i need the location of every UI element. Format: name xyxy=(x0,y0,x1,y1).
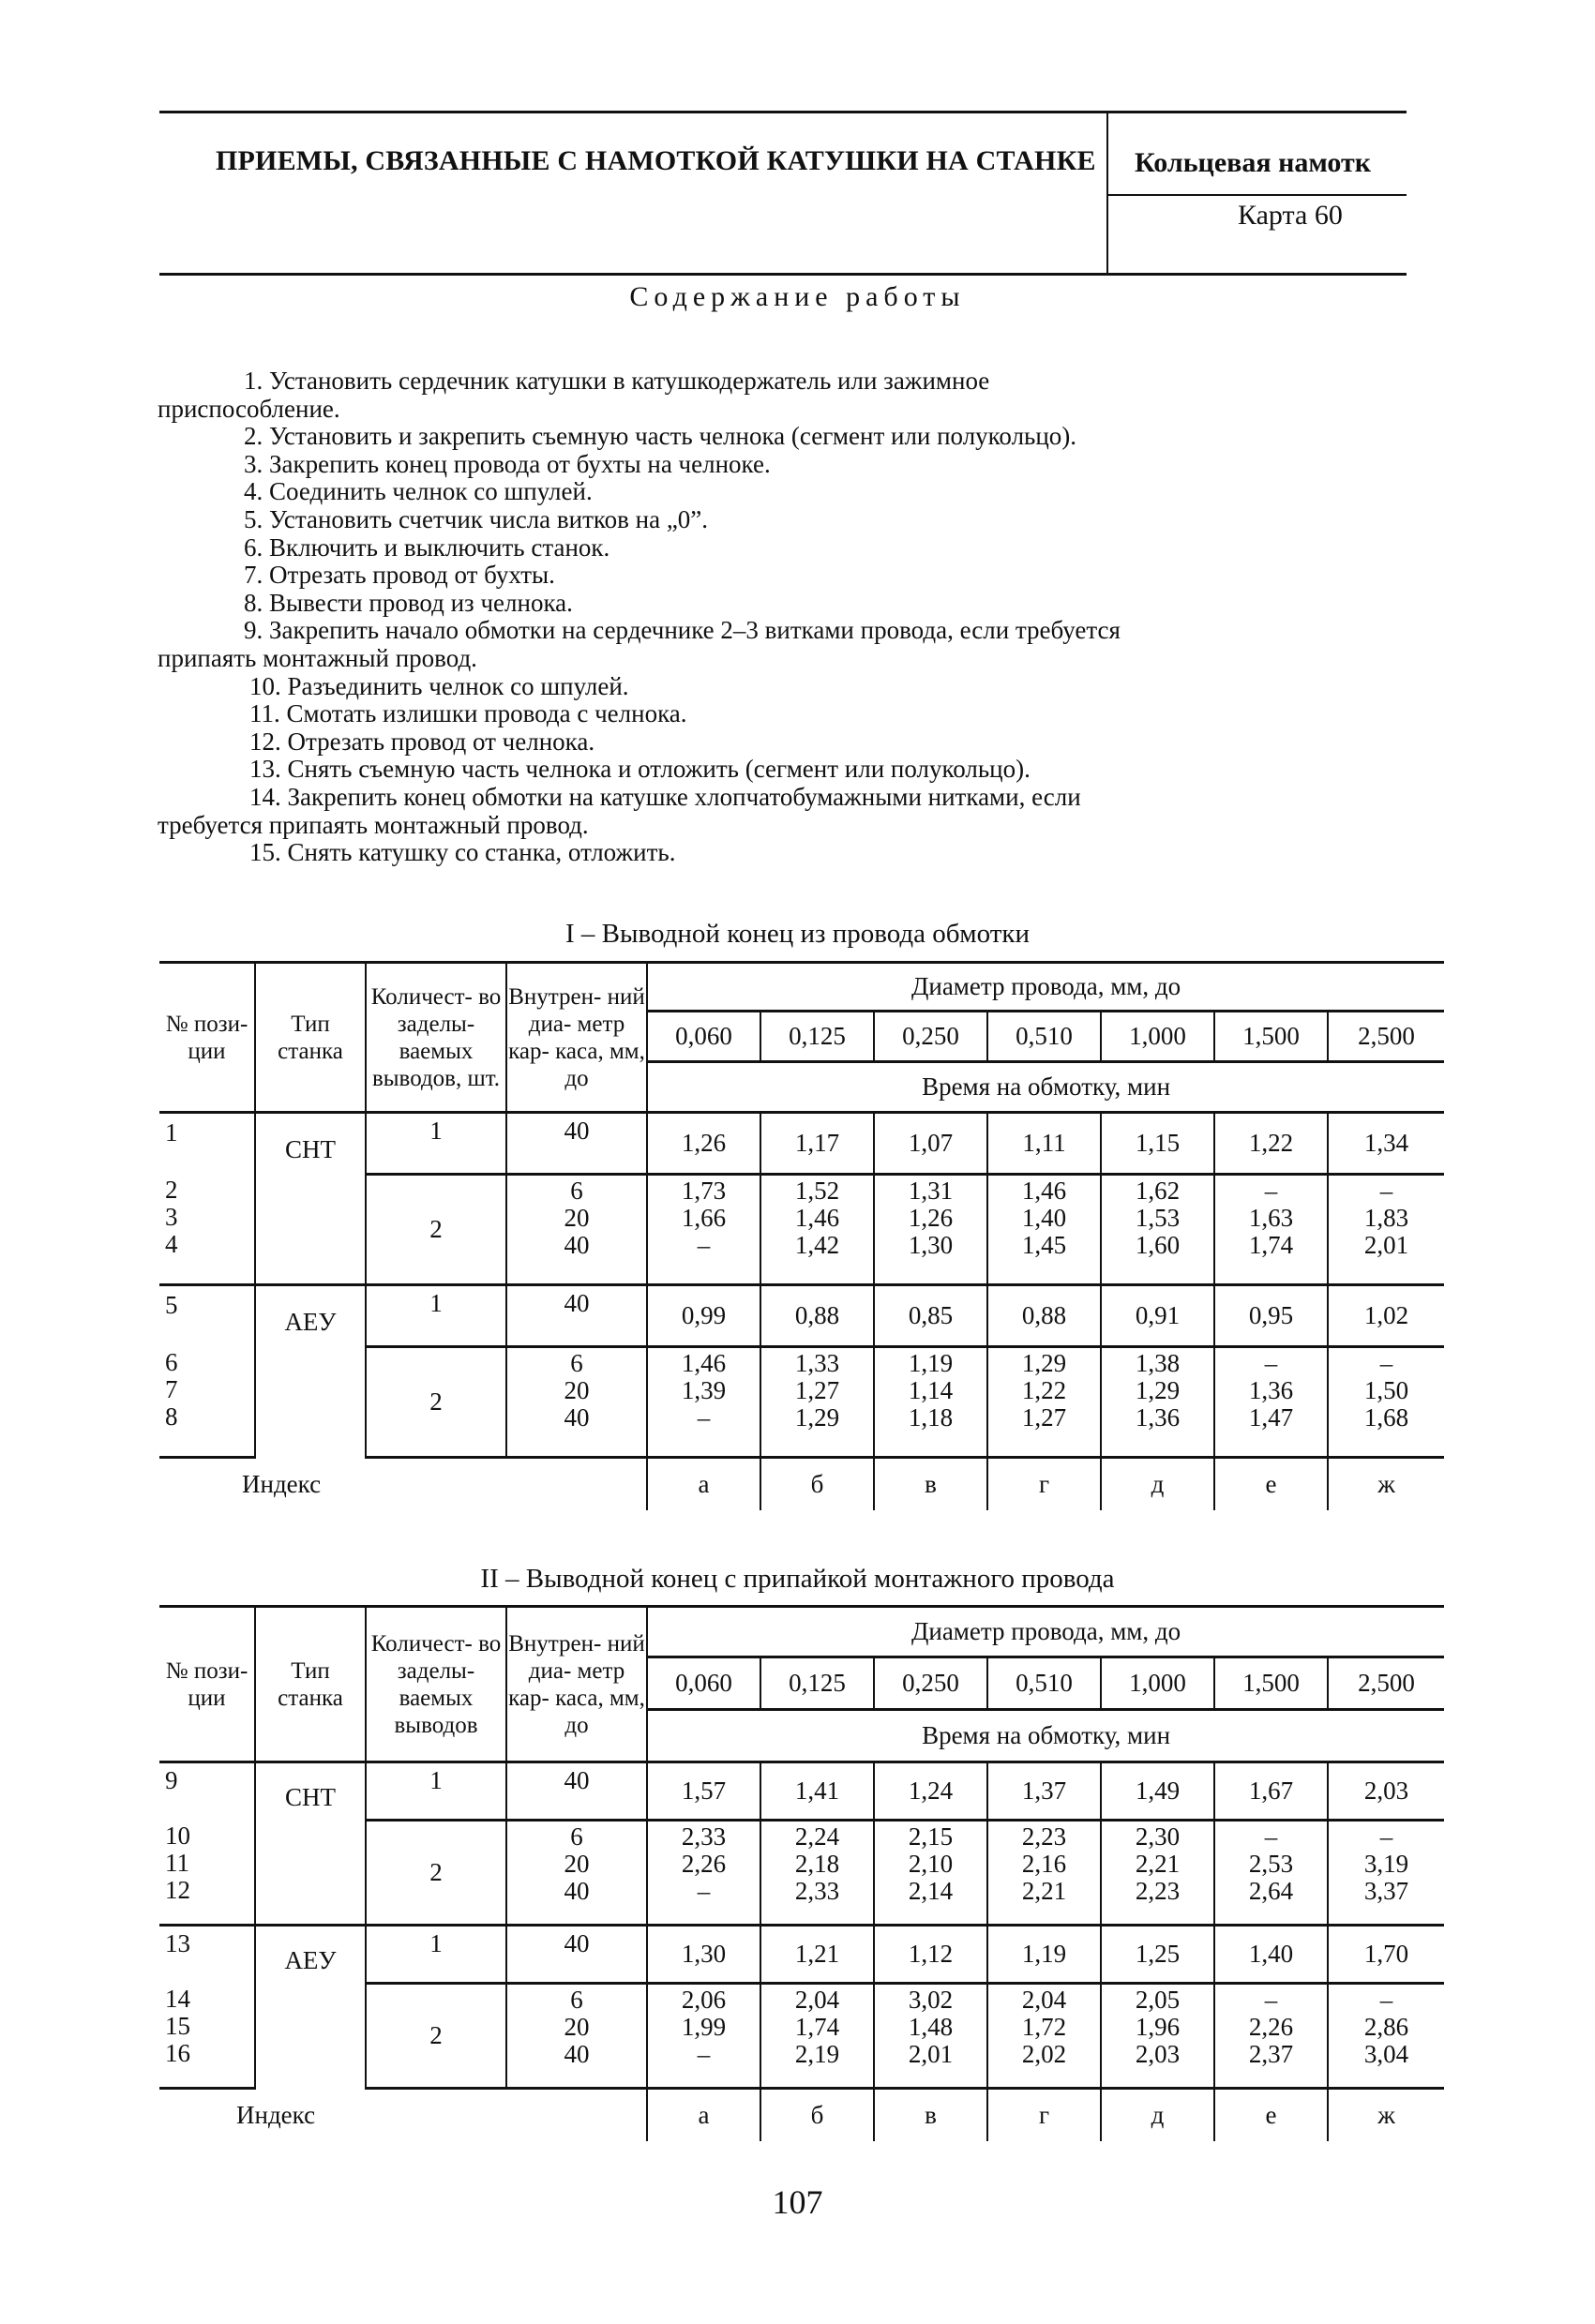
machine-type: АЕУ xyxy=(255,1285,366,1458)
h-machine-type: Тип станка xyxy=(255,1607,366,1762)
time-cell: 1,37 xyxy=(987,1762,1101,1821)
time-cell: 3,02 1,48 2,01 xyxy=(874,1984,987,2089)
time-cell: 1,52 1,46 1,42 xyxy=(760,1175,874,1285)
machine-type: СНТ xyxy=(255,1762,366,1926)
lead-count: 2 xyxy=(366,1984,506,2089)
time-cell: 1,62 1,53 1,60 xyxy=(1101,1175,1214,1285)
step-line: приспособление. xyxy=(158,394,340,423)
lead-count: 1 xyxy=(366,1285,506,1347)
time-cell: 2,15 2,10 2,14 xyxy=(874,1821,987,1926)
h-diam-col: 0,125 xyxy=(760,1012,874,1062)
h-diam-col: 0,510 xyxy=(987,1657,1101,1710)
h-diam-col: 0,060 xyxy=(647,1657,760,1710)
card-number: Карта 60 xyxy=(1238,200,1343,231)
inner-diameter: 6 20 40 xyxy=(506,1347,647,1458)
row-position: 14 15 16 xyxy=(159,1984,255,2089)
step-line: 3. Закрепить конец провода от бухты на челноке. xyxy=(244,449,771,478)
time-cell: 2,30 2,21 2,23 xyxy=(1101,1821,1214,1926)
time-cell: – 1,63 1,74 xyxy=(1214,1175,1328,1285)
row-position: 5 xyxy=(159,1285,255,1347)
page-number: 107 xyxy=(772,2183,823,2221)
step-line: 12. Отрезать провод от челнока. xyxy=(249,727,595,756)
index-cell: д xyxy=(1101,2089,1214,2141)
step-line: 8. Вывести провод из челнока. xyxy=(244,588,573,617)
time-cell: 1,12 xyxy=(874,1926,987,1984)
inner-diameter: 6 20 40 xyxy=(506,1175,647,1285)
machine-type: СНТ xyxy=(255,1113,366,1285)
index-cell: в xyxy=(874,1458,987,1510)
page-title: ПРИЕМЫ, СВЯЗАННЫЕ С НАМОТКОЙ КАТУШКИ НА СТАНКЕ xyxy=(216,145,1096,176)
time-cell: 2,03 xyxy=(1328,1762,1444,1821)
time-cell: 1,07 xyxy=(874,1113,987,1175)
index-cell: ж xyxy=(1328,2089,1444,2141)
time-cell: 1,22 xyxy=(1214,1113,1328,1175)
index-cell: г xyxy=(987,2089,1101,2141)
time-cell: – 1,50 1,68 xyxy=(1328,1347,1444,1458)
h-diam-col: 2,500 xyxy=(1328,1657,1444,1710)
time-cell: 1,02 xyxy=(1328,1285,1444,1347)
step-line: припаять монтажный провод. xyxy=(158,643,477,672)
row-position: 1 xyxy=(159,1113,255,1175)
time-cell: 1,15 xyxy=(1101,1113,1214,1175)
time-cell: 1,67 xyxy=(1214,1762,1328,1821)
lead-count: 1 xyxy=(366,1926,506,1984)
time-cell: – 2,26 2,37 xyxy=(1214,1984,1328,2089)
index-cell: а xyxy=(647,1458,760,1510)
time-cell: 1,26 xyxy=(647,1113,760,1175)
step-line: 6. Включить и выключить станок. xyxy=(244,532,610,562)
step-line: 15. Снять катушку со станка, отложить. xyxy=(249,838,676,867)
time-cell: 1,17 xyxy=(760,1113,874,1175)
time-cell: 1,34 xyxy=(1328,1113,1444,1175)
page-header xyxy=(159,111,1407,276)
inner-diameter: 6 20 40 xyxy=(506,1984,647,2089)
time-cell: 0,91 xyxy=(1101,1285,1214,1347)
h-inner-diameter: Внутрен- ний диа- метр кар- каса, мм, до xyxy=(506,963,647,1113)
step-line: 1. Установить сердечник катушки в катушкодержатель или зажимное xyxy=(244,367,990,395)
time-cell: 0,88 xyxy=(760,1285,874,1347)
time-cell: 2,04 1,74 2,19 xyxy=(760,1984,874,2089)
time-cell: 1,70 xyxy=(1328,1926,1444,1984)
time-cell: – 1,36 1,47 xyxy=(1214,1347,1328,1458)
time-cell: 1,25 xyxy=(1101,1926,1214,1984)
time-cell: 1,30 xyxy=(647,1926,760,1984)
h-diam-col: 1,000 xyxy=(1101,1012,1214,1062)
lead-count: 2 xyxy=(366,1821,506,1926)
header-subdivider xyxy=(1108,194,1407,196)
h-machine-type: Тип станка xyxy=(255,963,366,1113)
time-cell: 1,41 xyxy=(760,1762,874,1821)
h-diam-col: 2,500 xyxy=(1328,1012,1444,1062)
inner-diameter: 6 20 40 xyxy=(506,1821,647,1926)
table2-caption: II – Выводной конец с припайкой монтажного провода xyxy=(480,1564,1115,1594)
time-cell: – 3,19 3,37 xyxy=(1328,1821,1444,1926)
time-cell: 1,57 xyxy=(647,1762,760,1821)
h-position: № пози- ции xyxy=(159,1607,255,1762)
time-cell: 1,21 xyxy=(760,1926,874,1984)
index-cell: в xyxy=(874,2089,987,2141)
h-diam-col: 1,500 xyxy=(1214,1012,1328,1062)
h-diam-col: 0,250 xyxy=(874,1012,987,1062)
time-cell: 2,23 2,16 2,21 xyxy=(987,1821,1101,1926)
step-line: 4. Соединить челнок со шпулей. xyxy=(244,477,593,506)
step-line: 9. Закрепить начало обмотки на сердечнике 2–3 витками провода, если требуется xyxy=(244,616,1121,645)
index-cell: б xyxy=(760,1458,874,1510)
h-diam-col: 0,060 xyxy=(647,1012,760,1062)
machine-type: АЕУ xyxy=(255,1926,366,2089)
time-cell: – 1,83 2,01 xyxy=(1328,1175,1444,1285)
step-line: 14. Закрепить конец обмотки на катушке хлопчатобумажными нитками, если xyxy=(249,782,1081,811)
index-cell: а xyxy=(647,2089,760,2141)
h-wire-diameter: Диаметр провода, мм, до xyxy=(647,963,1444,1012)
time-cell: 2,24 2,18 2,33 xyxy=(760,1821,874,1926)
h-diam-col: 0,510 xyxy=(987,1012,1101,1062)
table2 xyxy=(159,1605,1444,2141)
index-cell: б xyxy=(760,2089,874,2141)
h-lead-count: Количест- во заделы- ваемых выводов xyxy=(366,1607,506,1762)
header-category: Кольцевая намотк xyxy=(1135,147,1372,178)
h-winding-time: Время на обмотку, мин xyxy=(647,1710,1444,1762)
index-cell: е xyxy=(1214,1458,1328,1510)
time-cell: 1,46 1,40 1,45 xyxy=(987,1175,1101,1285)
inner-diameter: 40 xyxy=(506,1285,647,1347)
inner-diameter: 40 xyxy=(506,1926,647,1984)
time-cell: 1,40 xyxy=(1214,1926,1328,1984)
row-position: 9 xyxy=(159,1762,255,1821)
step-line: требуется припаять монтажный провод. xyxy=(158,810,589,839)
time-cell: – 2,53 2,64 xyxy=(1214,1821,1328,1926)
index-cell: д xyxy=(1101,1458,1214,1510)
work-steps xyxy=(158,367,1348,867)
time-cell: 0,99 xyxy=(647,1285,760,1347)
lead-count: 1 xyxy=(366,1762,506,1821)
index-label: Индекс xyxy=(236,2100,316,2129)
time-cell: 1,46 1,39 – xyxy=(647,1347,760,1458)
lead-count: 2 xyxy=(366,1175,506,1285)
time-cell: 0,95 xyxy=(1214,1285,1328,1347)
section-subtitle: Содержание работы xyxy=(629,281,966,312)
time-cell: – 2,86 3,04 xyxy=(1328,1984,1444,2089)
step-line: 7. Отрезать провод от бухты. xyxy=(244,561,555,590)
index-label: Индекс xyxy=(242,1469,322,1498)
header-divider xyxy=(1106,113,1108,273)
time-cell: 1,19 1,14 1,18 xyxy=(874,1347,987,1458)
time-cell: 0,88 xyxy=(987,1285,1101,1347)
row-position: 10 11 12 xyxy=(165,1821,190,1904)
time-cell: 0,85 xyxy=(874,1285,987,1347)
time-cell: 1,33 1,27 1,29 xyxy=(760,1347,874,1458)
h-wire-diameter: Диаметр провода, мм, до xyxy=(647,1607,1444,1657)
step-line: 5. Установить счетчик числа витков на „0”. xyxy=(244,504,709,533)
row-position: 2 3 4 xyxy=(165,1175,178,1258)
h-diam-col: 1,000 xyxy=(1101,1657,1214,1710)
time-cell: 1,29 1,22 1,27 xyxy=(987,1347,1101,1458)
time-cell: 2,33 2,26 – xyxy=(647,1821,760,1926)
index-cell: ж xyxy=(1328,1458,1444,1510)
step-line: 2. Установить и закрепить съемную часть челнока (сегмент или полукольцо). xyxy=(244,422,1077,451)
step-line: 11. Смотать излишки провода с челнока. xyxy=(249,699,687,728)
time-cell: 1,19 xyxy=(987,1926,1101,1984)
table1-caption: I – Выводной конец из провода обмотки xyxy=(565,919,1030,949)
time-cell: 1,73 1,66 – xyxy=(647,1175,760,1285)
lead-count: 1 xyxy=(366,1113,506,1175)
row-position: 13 xyxy=(159,1926,255,1984)
step-line: 10. Разъединить челнок со шпулей. xyxy=(249,671,629,700)
h-diam-col: 1,500 xyxy=(1214,1657,1328,1710)
index-cell: е xyxy=(1214,2089,1328,2141)
lead-count: 2 xyxy=(366,1347,506,1458)
h-diam-col: 0,250 xyxy=(874,1657,987,1710)
time-cell: 2,05 1,96 2,03 xyxy=(1101,1984,1214,2089)
time-cell: 1,24 xyxy=(874,1762,987,1821)
time-cell: 1,11 xyxy=(987,1113,1101,1175)
row-position: 6 7 8 xyxy=(159,1347,255,1458)
table1 xyxy=(159,961,1444,1510)
h-inner-diameter: Внутрен- ний диа- метр кар- каса, мм, до xyxy=(506,1607,647,1762)
time-cell: 1,49 xyxy=(1101,1762,1214,1821)
index-cell: г xyxy=(987,1458,1101,1510)
h-position: № пози- ции xyxy=(159,963,255,1113)
h-winding-time: Время на обмотку, мин xyxy=(647,1062,1444,1113)
inner-diameter: 40 xyxy=(506,1113,647,1175)
h-lead-count: Количест- во заделы- ваемых выводов, шт. xyxy=(366,963,506,1113)
time-cell: 1,31 1,26 1,30 xyxy=(874,1175,987,1285)
time-cell: 1,38 1,29 1,36 xyxy=(1101,1347,1214,1458)
time-cell: 2,06 1,99 – xyxy=(647,1984,760,2089)
time-cell: 2,04 1,72 2,02 xyxy=(987,1984,1101,2089)
inner-diameter: 40 xyxy=(506,1762,647,1821)
step-line: 13. Снять съемную часть челнока и отложить (сегмент или полукольцо). xyxy=(249,755,1031,784)
h-diam-col: 0,125 xyxy=(760,1657,874,1710)
